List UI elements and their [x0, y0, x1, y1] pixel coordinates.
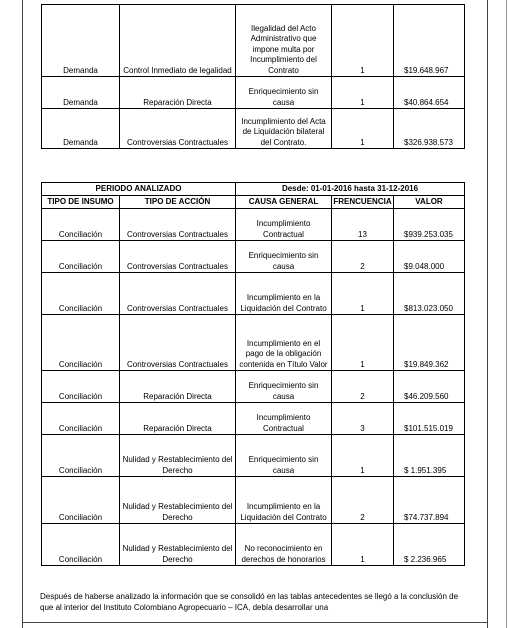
causa-cell: Incumplimiento del Acta de Liquidación bilateral del Contrato.	[236, 109, 332, 149]
valor-cell: $74.737.894	[394, 477, 465, 524]
accion-cell: Nulidad y Restablecimiento del Derecho	[120, 524, 236, 566]
valor-cell: $ 1.951.395	[394, 435, 465, 477]
table-row	[42, 5, 465, 77]
insumo-cell: Conciliación	[42, 315, 120, 371]
causa-cell: No reconocimiento en derechos de honorarios	[236, 524, 332, 566]
header-row	[42, 196, 465, 209]
insumo-cell: Conciliación	[42, 403, 120, 435]
table-row	[42, 371, 465, 403]
page-edge	[506, 0, 507, 628]
frecuencia-cell: 1	[332, 5, 394, 77]
causa-cell: Incumplimiento Contractual	[236, 209, 332, 241]
frecuencia-cell: 1	[332, 273, 394, 315]
insumo-cell: Conciliación	[42, 435, 120, 477]
accion-cell: Control Inmediato de legalidad	[120, 5, 236, 77]
table-row	[42, 524, 465, 566]
causa-cell: Incumplimiento en la Liquidación del Contrato	[236, 477, 332, 524]
insumo-cell: Conciliación	[42, 524, 120, 566]
insumo-cell: Conciliación	[42, 209, 120, 241]
accion-cell: Reparación Directa	[120, 403, 236, 435]
causa-cell: Enriquecimiento sin causa	[236, 77, 332, 109]
accion-cell: Nulidad y Restablecimiento del Derecho	[120, 435, 236, 477]
frecuencia-cell: 1	[332, 109, 394, 149]
table-row	[42, 477, 465, 524]
causa-cell: Incumplimiento en la Liquidación del Contrato	[236, 273, 332, 315]
period-label: PERIODO ANALIZADO	[42, 183, 236, 196]
frecuencia-cell: 2	[332, 371, 394, 403]
frecuencia-cell: 1	[332, 435, 394, 477]
table-row	[42, 241, 465, 273]
header-insumo: TIPO DE INSUMO	[42, 196, 120, 209]
table-row	[42, 77, 465, 109]
causa-cell: Enriquecimiento sin causa	[236, 371, 332, 403]
frecuencia-cell: 1	[332, 77, 394, 109]
valor-cell: $101.515.019	[394, 403, 465, 435]
table-row	[42, 273, 465, 315]
header-valor: VALOR	[394, 196, 465, 209]
accion-cell: Controversias Contractuales	[120, 315, 236, 371]
valor-cell: $40.864.654	[394, 77, 465, 109]
insumo-cell: Demanda	[42, 109, 120, 149]
insumo-cell: Conciliación	[42, 371, 120, 403]
valor-cell: $46.209.560	[394, 371, 465, 403]
page-border-left	[22, 0, 23, 628]
table-row	[42, 435, 465, 477]
frecuencia-cell: 13	[332, 209, 394, 241]
accion-cell: Controversias Contractuales	[120, 241, 236, 273]
table-row	[42, 109, 465, 149]
header-accion: TIPO DE ACCIÓN	[120, 196, 236, 209]
frecuencia-cell: 3	[332, 403, 394, 435]
header-causa: CAUSA GENERAL	[236, 196, 332, 209]
causa-cell: Enriquecimiento sin causa	[236, 435, 332, 477]
insumo-cell: Demanda	[42, 77, 120, 109]
insumo-cell: Conciliación	[42, 241, 120, 273]
period-analysis-table	[41, 182, 465, 566]
litigation-table-continued	[41, 4, 465, 149]
period-range: Desde: 01-01-2016 hasta 31-12-2016	[236, 183, 465, 196]
accion-cell: Controversias Contractuales	[120, 109, 236, 149]
accion-cell: Controversias Contractuales	[120, 209, 236, 241]
frecuencia-cell: 2	[332, 241, 394, 273]
insumo-cell: Conciliación	[42, 477, 120, 524]
header-frecuencia: FRENCUENCIA	[332, 196, 394, 209]
table-row	[42, 403, 465, 435]
valor-cell: $19.648.967	[394, 5, 465, 77]
table-row	[42, 315, 465, 371]
causa-cell: Enriquecimiento sin causa	[236, 241, 332, 273]
valor-cell: $ 2.236.965	[394, 524, 465, 566]
frecuencia-cell: 1	[332, 315, 394, 371]
page-border-right	[487, 0, 488, 628]
insumo-cell: Conciliación	[42, 273, 120, 315]
accion-cell: Reparación Directa	[120, 77, 236, 109]
accion-cell: Controversias Contractuales	[120, 273, 236, 315]
frecuencia-cell: 2	[332, 477, 394, 524]
accion-cell: Reparación Directa	[120, 371, 236, 403]
causa-cell: Incumplimiento en el pago de la obligación contenida en Título Valor	[236, 315, 332, 371]
causa-cell: Ilegalidad del Acto Administrativo que impone multa por Incumplimiento del Contrato	[236, 5, 332, 77]
table-row	[42, 209, 465, 241]
valor-cell: $19.849.362	[394, 315, 465, 371]
valor-cell: $939.253.035	[394, 209, 465, 241]
frecuencia-cell: 1	[332, 524, 394, 566]
valor-cell: $326.938.573	[394, 109, 465, 149]
valor-cell: $813.023.050	[394, 273, 465, 315]
period-row	[42, 183, 465, 196]
conclusion-paragraph: Después de haberse analizado la información que se consolidó en las tablas antecedentes se llegó a la conclusión de que al interior del Instituto Colombiano Agropecuario – ICA, debía desarrollar una	[40, 592, 459, 612]
accion-cell: Nulidad y Restablecimiento del Derecho	[120, 477, 236, 524]
valor-cell: $9.048.000	[394, 241, 465, 273]
insumo-cell: Demanda	[42, 5, 120, 77]
causa-cell: Incumplimiento Contractual	[236, 403, 332, 435]
page-bottom-rule	[22, 622, 487, 623]
